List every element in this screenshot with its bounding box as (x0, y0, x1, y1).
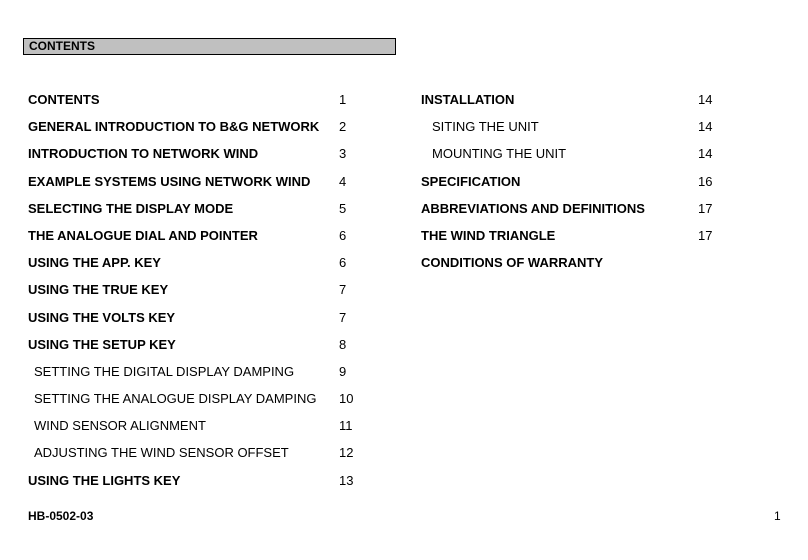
document-code: HB-0502-03 (28, 509, 94, 523)
toc-entry (28, 279, 358, 306)
toc-entry-page: 4 (339, 173, 347, 189)
toc-subentry (28, 361, 358, 388)
toc-entry-title: EXAMPLE SYSTEMS USING NETWORK WIND (28, 173, 311, 189)
toc-entry (28, 116, 358, 143)
toc-subentry (28, 388, 358, 415)
toc-subentry (421, 116, 721, 143)
toc-entry-page: 7 (339, 282, 347, 298)
toc-entry-title: THE WIND TRIANGLE (421, 227, 556, 243)
toc-left-column (28, 89, 358, 497)
toc-entry-title: USING THE APP. KEY (28, 255, 161, 271)
toc-entry-page: 8 (339, 336, 347, 352)
toc-subentry (28, 415, 358, 442)
toc-entry-page: 17 (698, 227, 713, 243)
toc-entry-title: MOUNTING THE UNIT (432, 146, 567, 162)
toc-entry-page: 10 (339, 391, 354, 407)
toc-entry-page: 6 (339, 227, 347, 243)
toc-entry-title: GENERAL INTRODUCTION TO B&G NETWORK (28, 119, 320, 135)
toc-entry (28, 307, 358, 334)
toc-entry-title: SITING THE UNIT (432, 119, 539, 135)
toc-entry-page: 6 (339, 255, 347, 271)
toc-entry-title: INTRODUCTION TO NETWORK WIND (28, 146, 259, 162)
toc-entry-page: 14 (698, 146, 713, 162)
toc-entry-title: CONDITIONS OF WARRANTY (421, 255, 603, 271)
toc-entry-title: USING THE LIGHTS KEY (28, 472, 181, 488)
toc-entry-page: 2 (339, 119, 347, 135)
toc-entry (28, 171, 358, 198)
toc-entry-title: ABBREVIATIONS AND DEFINITIONS (421, 200, 645, 216)
toc-entry-title: WIND SENSOR ALIGNMENT (34, 418, 206, 434)
toc-entry-title: INSTALLATION (421, 92, 515, 107)
toc-entry-title: ADJUSTING THE WIND SENSOR OFFSET (34, 445, 289, 461)
toc-entry-page: 14 (698, 119, 713, 135)
contents-header: CONTENTS (23, 38, 396, 55)
toc-entry-title: USING THE TRUE KEY (28, 282, 169, 298)
toc-entry-page: 7 (339, 309, 347, 325)
toc-entry (28, 225, 358, 252)
toc-right-column (421, 89, 721, 279)
toc-entry (28, 143, 358, 170)
toc-entry-title: CONTENTS (28, 92, 100, 107)
toc-entry-page: 17 (698, 200, 713, 216)
toc-entry (421, 252, 721, 279)
toc-entry-page: 9 (339, 363, 347, 379)
toc-entry (28, 252, 358, 279)
toc-entry-title: SETTING THE DIGITAL DISPLAY DAMPING (34, 363, 295, 379)
toc-entry (421, 225, 721, 252)
toc-entry (421, 89, 721, 116)
toc-entry-page: 12 (339, 445, 354, 461)
toc-entry-title: SPECIFICATION (421, 173, 521, 189)
toc-entry-title: THE ANALOGUE DIAL AND POINTER (28, 227, 258, 243)
toc-entry-title: USING THE SETUP KEY (28, 336, 176, 352)
page-number: 1 (774, 509, 781, 523)
toc-entry (28, 334, 358, 361)
toc-entry-page: 5 (339, 200, 347, 216)
toc-subentry (421, 143, 721, 170)
toc-entry-title: USING THE VOLTS KEY (28, 309, 176, 325)
toc-entry-title: SETTING THE ANALOGUE DISPLAY DAMPING (34, 391, 317, 407)
toc-subentry (28, 442, 358, 469)
toc-entry (28, 470, 358, 497)
toc-entry (28, 198, 358, 225)
toc-entry-page: 11 (339, 418, 353, 434)
toc-entry (421, 198, 721, 225)
toc-entry-title: SELECTING THE DISPLAY MODE (28, 200, 234, 216)
toc-entry (421, 171, 721, 198)
toc-entry-page: 13 (339, 472, 354, 488)
toc-entry-page: 16 (698, 173, 713, 189)
toc-entry (28, 89, 358, 116)
toc-entry-page: 1 (339, 92, 347, 107)
toc-entry-page: 3 (339, 146, 347, 162)
toc-entry-page: 14 (698, 92, 713, 107)
